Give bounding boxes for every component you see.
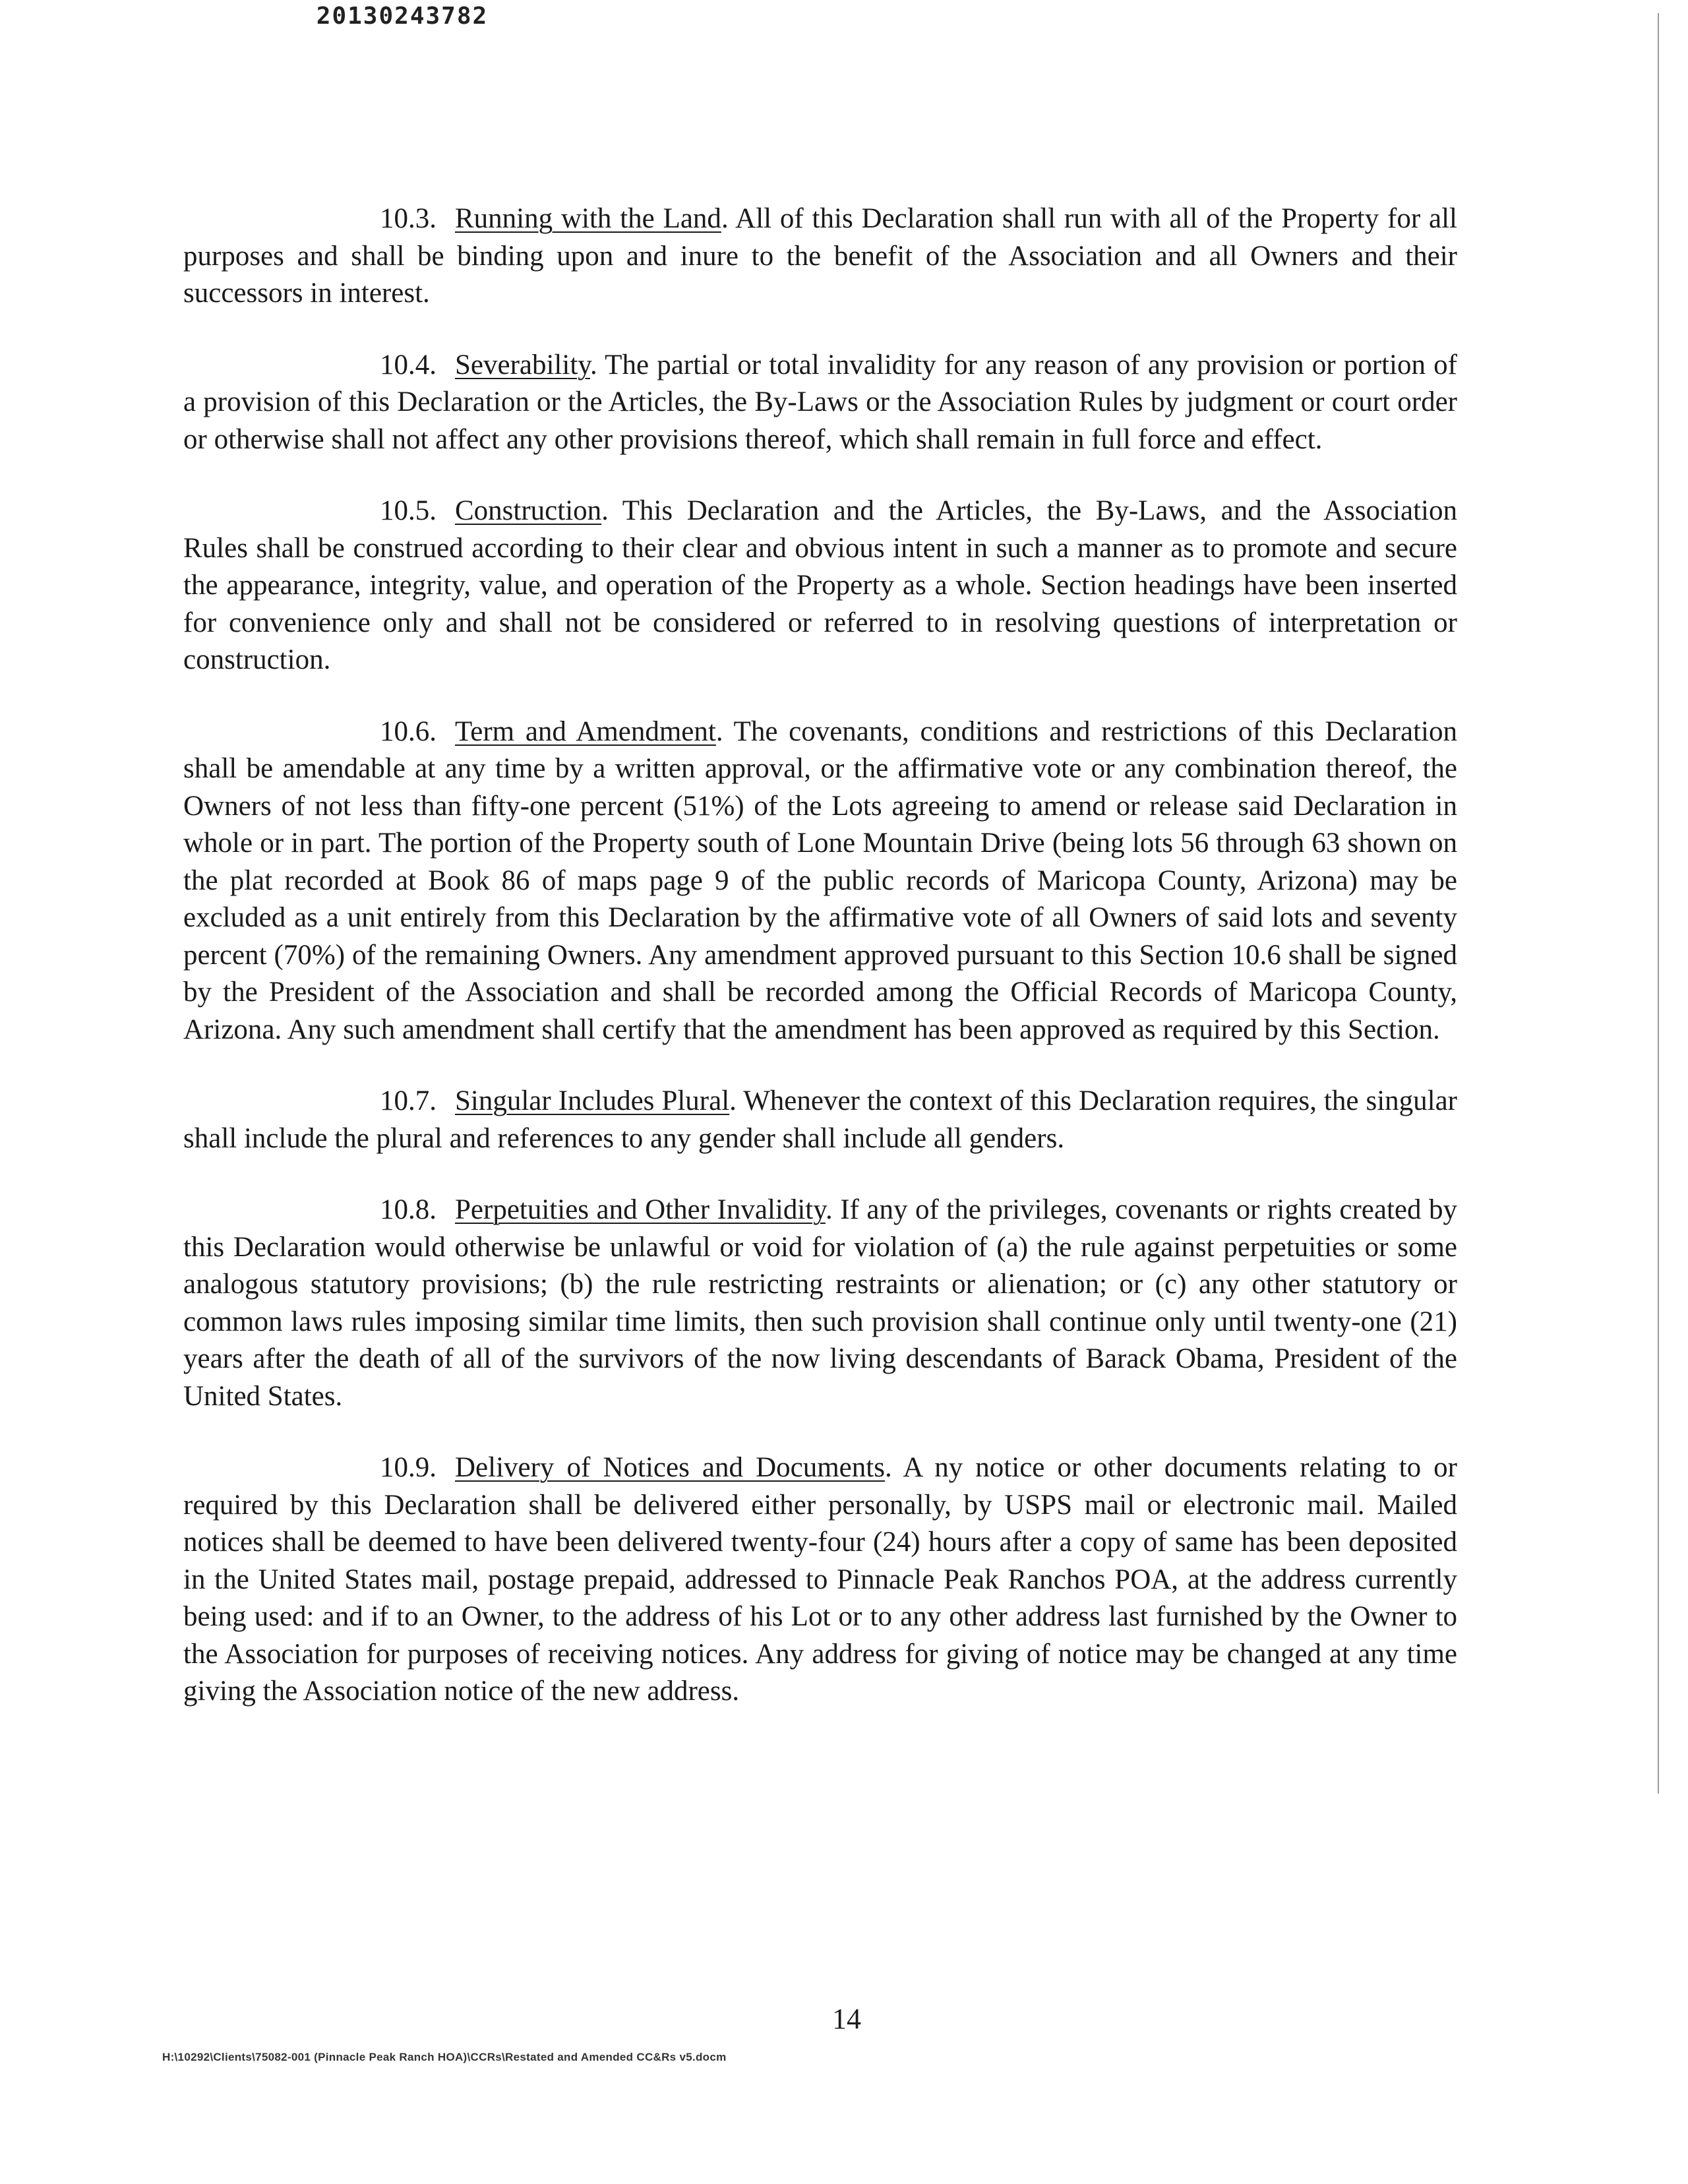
page-number: 14 (832, 2003, 861, 2035)
section-10-7: 10.7. Singular Includes Plural. Whenever the context of this Declaration requires, the singular shall include the plural and references to any gender shall include all genders. (183, 1085, 1457, 1154)
section-heading: Running with the Land (455, 203, 721, 234)
section-text: The covenants, conditions and restrictions of this Declaration shall be amendable at any time by a written approval, or the affirmative vote or any combination thereof, the Owners of not less than fifty-one percent (51%) of the Lots agreeing to amend or release said Declaration in whole or in part. The portion of the Property south of Lone Mountain Drive (being lots 56 through 63 shown on the plat recorded at Book 86 of maps page 9 of the public records of Maricopa County, Arizona) may be excluded as a unit entirely from this Declaration by the affirmative vote of all Owners of said lots and seventy percent (70%) of the remaining Owners. Any amendment approved pursuant to this Section 10.6 shall be signed by the President of the Association and shall be recorded among the Official Records of Maricopa County, Arizona. Any such amendment shall certify that the amendment has been approved as required by this Section. (183, 715, 1457, 1045)
section-heading: Perpetuities and Other Invalidity (455, 1194, 826, 1225)
section-text: A ny notice or other documents relating to or required by this Declaration shall be delivered either personally, by USPS mail or electronic mail. Mailed notices shall be deemed to have been delivered twenty-four (24) hours after a copy of same has been deposited in the United States mail, postage prepaid, addressed to Pinnacle Peak Ranchos POA, at the address currently being used: and if to an Owner, to the address of his Lot or to any other address last furnished by the Owner to the Association for purposes of receiving notices. Any address for giving of notice may be changed at any time giving the Association notice of the new address. (183, 1452, 1458, 1707)
section-text: If any of the privileges, covenants or rights created by this Declaration would otherwise be unlawful or void for violation of (a) the rule against perpetuities or some analogous statutory provisions; (b) the rule restricting restraints or alienation; or (c) any other statutory or common laws rules imposing similar time limits, then such provision shall continue only until twenty-one (21) years after the death of all of the survivors of the now living descendants of Barack Obama, President of the United States. (183, 1194, 1458, 1412)
section-10-5: 10.5. Construction. This Declaration and the Articles, the By-Laws, and the Association Rules shall be construed according to their clear and obvious intent in such a manner as to promote and secure the appearance, integrity, value, and operation of the Property as a whole. Section headings have been inserted for convenience only and shall not be considered or referred to in resolving questions of interpretation or construction. (183, 495, 1457, 675)
recording-number: 20130243782 (316, 3, 489, 30)
section-text: All of this Declaration shall run with all of the Property for all purposes and shall be binding upon and inure to the benefit of the Association and all Owners and their successors in interest. (183, 203, 1457, 309)
section-number: 10.6. (380, 715, 437, 747)
section-10-6: 10.6. Term and Amendment. The covenants, conditions and restrictions of this Declaration shall be amendable at any time by a written approval, or the affirmative vote or any combination thereof, the Owners of not less than fifty-one percent (51%) of the Lots agreeing to amend or release said Declaration in whole or in part. The portion of the Property south of Lone Mountain Drive (being lots 56 through 63 shown on the plat recorded at Book 86 of maps page 9 of the public records of Maricopa County, Arizona) may be excluded as a unit entirely from this Declaration by the affirmative vote of all Owners of said lots and seventy percent (70%) of the remaining Owners. Any amendment approved pursuant to this Section 10.6 shall be signed by the President of the Association and shall be recorded among the Official Records of Maricopa County, Arizona. Any such amendment shall certify that the amendment has been approved as required by this Section. (183, 715, 1457, 1045)
section-text: This Declaration and the Articles, the By-Laws, and the Association Rules shall be construed according to their clear and obvious intent in such a manner as to promote and secure the appearance, integrity, value, and operation of the Property as a whole. Section headings have been inserted for convenience only and shall not be considered or referred to in resolving questions of interpretation or construction. (183, 495, 1457, 675)
section-10-8: 10.8. Perpetuities and Other Invalidity. If any of the privileges, covenants or rights created by this Declaration would otherwise be unlawful or void for violation of (a) the rule against perpetuities or some analogous statutory provisions; (b) the rule restricting restraints or alienation; or (c) any other statutory or common laws rules imposing similar time limits, then such provision shall continue only until twenty-one (21) years after the death of all of the survivors of the now living descendants of Barack Obama, President of the United States. (183, 1194, 1458, 1412)
scan-edge-line (1658, 13, 1659, 1794)
footer-file-path: H:\10292\Clients\75082-001 (Pinnacle Peak Ranch HOA)\CCRs\Restated and Amended CC&Rs v5.docm (162, 2051, 727, 2063)
section-10-3: 10.3. Running with the Land. All of this Declaration shall run with all of the Property for all purposes and shall be binding upon and inure to the benefit of the Association and all Owners and their successors in interest. (183, 203, 1457, 309)
section-text: Whenever the context of this Declaration requires, the singular shall include the plural and references to any gender shall include all genders. (183, 1085, 1457, 1154)
section-heading: Construction (455, 495, 602, 526)
section-number: 10.8. (380, 1194, 437, 1225)
section-number: 10.4. (380, 349, 437, 380)
section-number: 10.5. (380, 495, 437, 526)
section-10-9: 10.9. Delivery of Notices and Documents. A ny notice or other documents relating to or required by this Declaration shall be delivered either personally, by USPS mail or electronic mail. Mailed notices shall be deemed to have been delivered twenty-four (24) hours after a copy of same has been deposited in the United States mail, postage prepaid, addressed to Pinnacle Peak Ranchos POA, at the address currently being used: and if to an Owner, to the address of his Lot or to any other address last furnished by the Owner to the Association for purposes of receiving notices. Any address for giving of notice may be changed at any time giving the Association notice of the new address. (183, 1452, 1458, 1707)
section-number: 10.9. (380, 1452, 437, 1483)
section-heading: Singular Includes Plural (455, 1085, 730, 1116)
document-body (183, 200, 1457, 1745)
section-number: 10.7. (380, 1085, 437, 1116)
section-heading: Delivery of Notices and Documents (455, 1452, 885, 1483)
section-heading: Term and Amendment (455, 715, 716, 747)
section-number: 10.3. (380, 203, 437, 234)
section-10-4: 10.4. Severability. The partial or total invalidity for any reason of any provision or portion of a provision of this Declaration or the Articles, the By-Laws or the Association Rules by judgment or court order or otherwise shall not affect any other provisions thereof, which shall remain in full force and effect. (183, 349, 1457, 455)
section-heading: Severability (455, 349, 590, 380)
section-text: The partial or total invalidity for any reason of any provision or portion of a provision of this Declaration or the Articles, the By-Laws or the Association Rules by judgment or court order or otherwise shall not affect any other provisions thereof, which shall remain in full force and effect. (183, 349, 1457, 455)
